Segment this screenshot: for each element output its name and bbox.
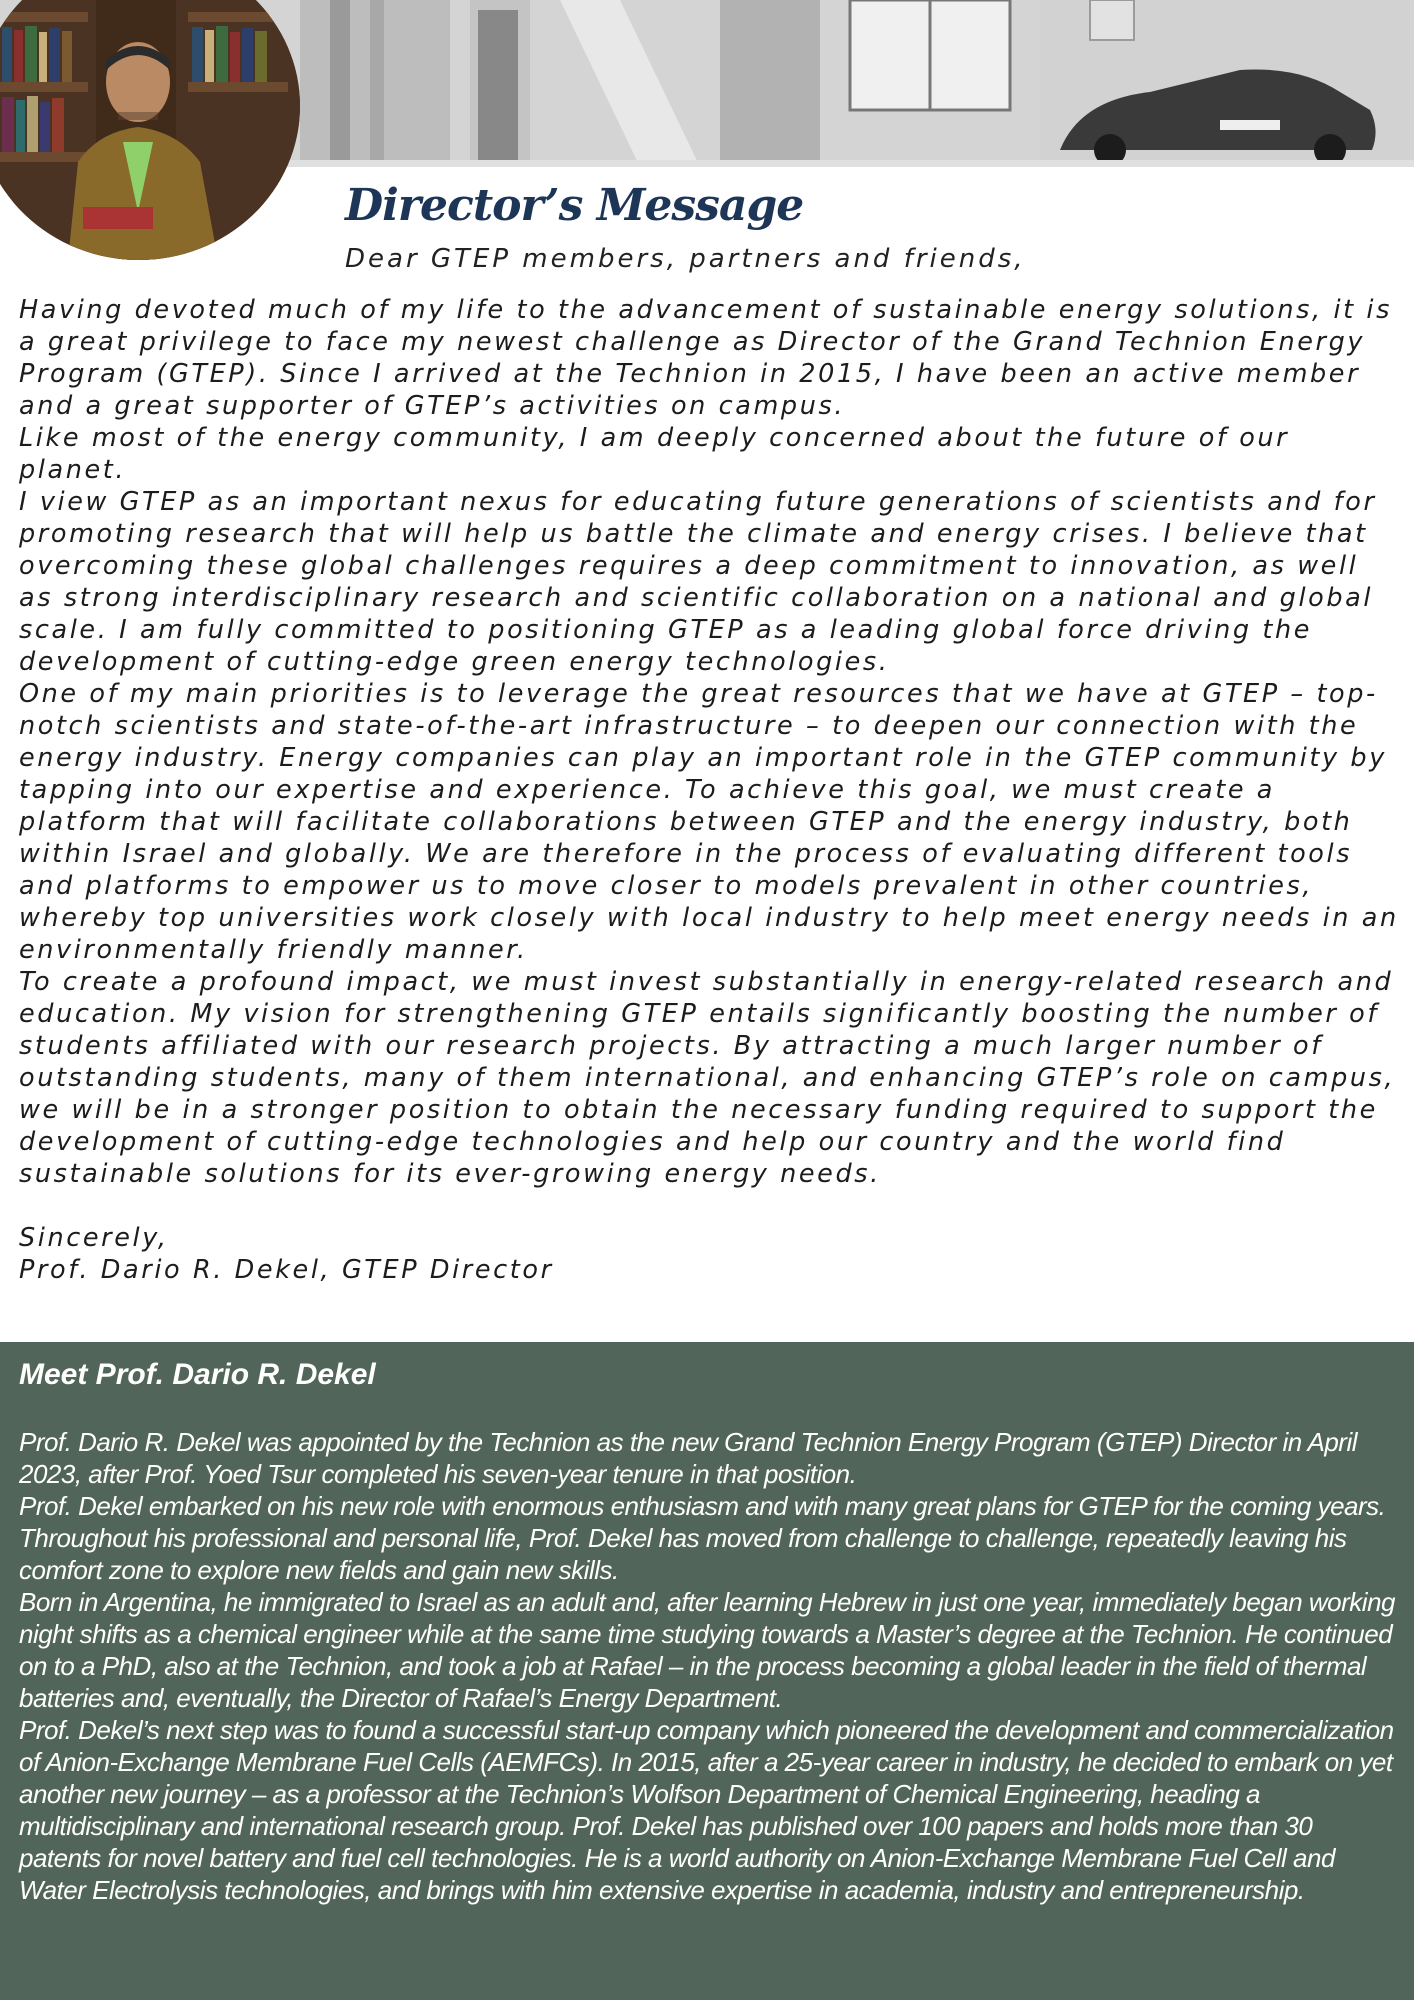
director-portrait-photo	[0, 0, 300, 260]
bio-paragraph: Born in Argentina, he immigrated to Israel as an adult and, after learning Hebrew in just one year, immediately began working night shifts as a chemical engineer while at the same time studying towards a Master’s degree at the Technion. He continued on to a PhD, also at the Technion, and took a job at Rafael – in the process becoming a global leader in the field of thermal batteries and, eventually, the Director of Rafael’s Energy Department.	[19, 1587, 1395, 1713]
letter-paragraph: Having devoted much of my life to the advancement of sustainable energy solutions, it is a great privilege to face my newest challenge as Director of the Grand Technion Energy Program (GTEP). Since I arrived at the Technion in 2015, I have been an active member and a great supporter of GTEP’s activities on campus.	[19, 295, 1392, 421]
letter-greeting: Dear GTEP members, partners and friends,	[345, 244, 1026, 274]
letter-signature: Prof. Dario R. Dekel, GTEP Director	[19, 1255, 554, 1285]
bio-paragraph: Prof. Dario R. Dekel was appointed by the Technion as the new Grand Technion Energy Program (GTEP) Director in April 2023, after Prof. Yoed Tsur completed his seven-year tenure in that position.	[19, 1427, 1358, 1489]
bio-body	[19, 1426, 1399, 1906]
bio-paragraph: Prof. Dekel’s next step was to found a successful start-up company which pioneered the development and commercialization of Anion-Exchange Membrane Fuel Cells (AEMFCs). In 2015, after a 25-year career in industry, he decided to embark on yet another new journey – as a professor at the Technion’s Wolfson Department of Chemical Engineering, heading a multidisciplinary and international research group. Prof. Dekel has published over 100 papers and holds more than 30 patents for novel battery and fuel cell technologies. He is a world authority on Anion-Exchange Membrane Fuel Cell and Water Electrolysis technologies, and brings with him extensive expertise in academia, industry and entrepreneurship.	[19, 1715, 1394, 1905]
portrait-illustration	[0, 0, 300, 260]
letter-paragraph: One of my main priorities is to leverage the great resources that we have at GTEP – top-notch scientists and state-of-the-art infrastructure – to deepen our connection with the energy industry. Energy companies can play an important role in the GTEP community by tapping into our expertise and experience. To achieve this goal, we must create a platform that will facilitate collaborations between GTEP and the energy industry, both within Israel and globally. We are therefore in the process of evaluating different tools and platforms to empower us to move closer to models prevalent in other countries, whereby top universities work closely with local industry to help meet energy needs in an environmentally friendly manner.	[19, 679, 1399, 965]
letter-body	[19, 294, 1399, 1286]
letter-paragraph: Like most of the energy community, I am deeply concerned about the future of our planet.	[19, 423, 1290, 485]
letter-closing: Sincerely,	[19, 1223, 169, 1253]
bio-paragraph: Prof. Dekel embarked on his new role with enormous enthusiasm and with many great plans for GTEP for the coming years. Throughout his professional and personal life, Prof. Dekel has moved from challenge to challenge, repeatedly leaving his comfort zone to explore new fields and gain new skills.	[19, 1491, 1386, 1585]
letter-paragraph: To create a profound impact, we must invest substantially in energy-related research and education. My vision for strengthening GTEP entails significantly boosting the number of students affiliated with our research projects. By attracting a much larger number of outstanding students, many of them international, and enhancing GTEP’s role on campus, we will be in a stronger position to obtain the necessary funding required to support the development of cutting-edge technologies and help our country and the world find sustainable solutions for its ever-growing energy needs.	[19, 967, 1396, 1189]
bio-title: Meet Prof. Dario R. Dekel	[19, 1358, 376, 1391]
page-title: Director’s Message	[345, 180, 804, 231]
letter-paragraph: I view GTEP as an important nexus for educating future generations of scientists and for promoting research that will help us battle the climate and energy crises. I believe that overcoming these global challenges requires a deep commitment to innovation, as well as strong interdisciplinary research and scientific collaboration on a national and global scale. I am fully committed to positioning GTEP as a leading global force driving the development of cutting-edge green energy technologies.	[19, 487, 1377, 677]
